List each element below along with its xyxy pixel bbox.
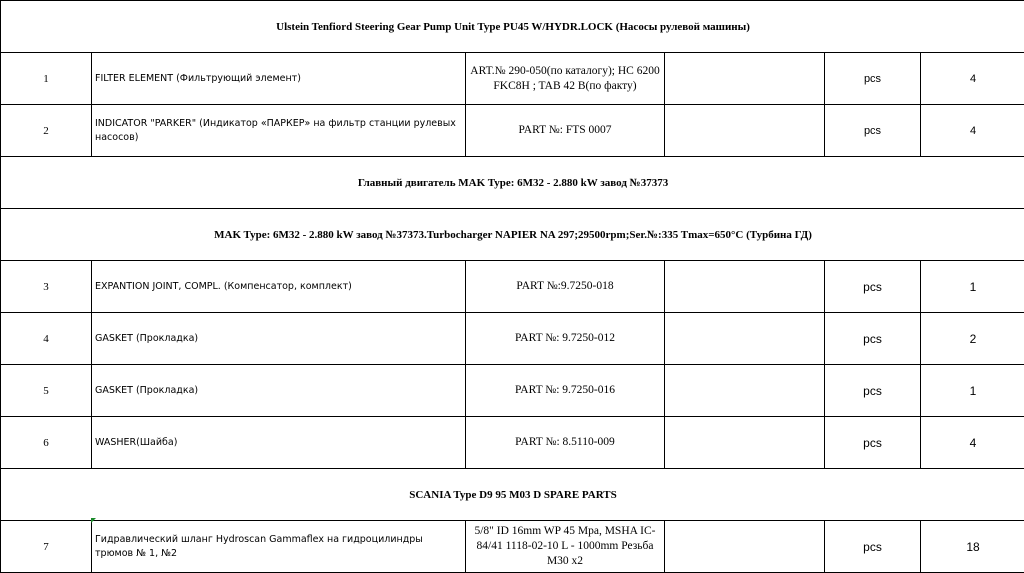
item-part-number: ART.№ 290-050(по каталогу); HC 6200 FKC8H ; TAB 42 B(по факту) <box>466 53 665 105</box>
section-title: Главный двигатель MAK Type: 6M32 - 2.880 kW завод №37373 <box>1 157 1024 209</box>
item-name: WASHER(Шайба) <box>92 417 466 469</box>
item-name: GASKET (Прокладка) <box>92 365 466 417</box>
empty-cell <box>665 313 825 365</box>
item-unit: pcs <box>825 53 921 105</box>
section-header-row <box>1 1 1024 53</box>
item-number: 7 <box>1 521 92 573</box>
item-quantity: 4 <box>921 417 1024 469</box>
item-number: 4 <box>1 313 92 365</box>
section-header-row <box>1 157 1024 209</box>
cell-comment-marker <box>91 518 96 523</box>
item-number: 1 <box>1 53 92 105</box>
item-part-number: PART №: FTS 0007 <box>466 105 665 157</box>
item-part-number: PART №: 9.7250-012 <box>466 313 665 365</box>
empty-cell <box>665 261 825 313</box>
item-unit: pcs <box>825 417 921 469</box>
item-unit: pcs <box>825 105 921 157</box>
section-header-row <box>1 209 1024 261</box>
item-part-number: PART №:9.7250-018 <box>466 261 665 313</box>
item-number: 2 <box>1 105 92 157</box>
table-row <box>1 521 1024 573</box>
section-header-row <box>1 469 1024 521</box>
empty-cell <box>665 417 825 469</box>
item-part-number: 5/8" ID 16mm WP 45 Mpa, MSHA IC-84/41 1118-02-10 L - 1000mm Резьба М30 x2 <box>466 521 665 573</box>
item-number: 5 <box>1 365 92 417</box>
table-row <box>1 313 1024 365</box>
item-unit: pcs <box>825 521 921 573</box>
item-quantity: 4 <box>921 53 1024 105</box>
item-unit: pcs <box>825 313 921 365</box>
section-title: MAK Type: 6M32 - 2.880 kW завод №37373.Turbocharger NAPIER NA 297;29500rpm;Ser.№:335 Tmax=650°C (Турбина ГД) <box>1 209 1024 261</box>
item-quantity: 2 <box>921 313 1024 365</box>
item-unit: pcs <box>825 261 921 313</box>
item-quantity: 1 <box>921 261 1024 313</box>
item-number: 6 <box>1 417 92 469</box>
item-name: EXPANTION JOINT, COMPL. (Компенсатор, комплект) <box>92 261 466 313</box>
item-name: GASKET (Прокладка) <box>92 313 466 365</box>
empty-cell <box>665 365 825 417</box>
item-name: FILTER ELEMENT (Фильтрующий элемент) <box>92 53 466 105</box>
table-row <box>1 53 1024 105</box>
item-name: Гидравлический шланг Hydroscan Gammaflex на гидроцилиндры трюмов № 1, №2 <box>92 521 466 573</box>
item-number: 3 <box>1 261 92 313</box>
empty-cell <box>665 53 825 105</box>
item-quantity: 4 <box>921 105 1024 157</box>
item-quantity: 18 <box>921 521 1024 573</box>
table-row <box>1 105 1024 157</box>
empty-cell <box>665 105 825 157</box>
section-title: Ulstein Tenfiord Steering Gear Pump Unit Type PU45 W/HYDR.LOCK (Насосы рулевой машины) <box>1 1 1024 53</box>
item-unit: pcs <box>825 365 921 417</box>
item-part-number: PART №: 9.7250-016 <box>466 365 665 417</box>
table-row <box>1 417 1024 469</box>
empty-cell <box>665 521 825 573</box>
item-part-number: PART №: 8.5110-009 <box>466 417 665 469</box>
item-name: INDICATOR "PARKER" (Индикатор «ПАРКЕР» на фильтр станции рулевых насосов) <box>92 105 466 157</box>
item-quantity: 1 <box>921 365 1024 417</box>
table-row <box>1 261 1024 313</box>
section-title: SCANIA Type D9 95 M03 D SPARE PARTS <box>1 469 1024 521</box>
table-row <box>1 365 1024 417</box>
